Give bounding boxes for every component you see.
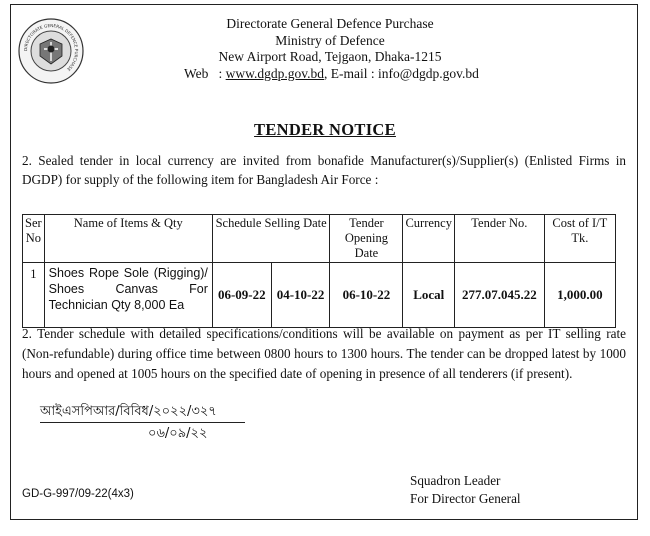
- header-contact: [150, 66, 510, 83]
- cell-currency: Local: [403, 263, 455, 328]
- memo-number: আইএসপিআর/বিবিধ/২০২২/৩২৭: [40, 402, 245, 423]
- header-address: New Airport Road, Tejgaon, Dhaka-1215: [218, 49, 442, 64]
- cell-item: [44, 263, 212, 328]
- emblem-ring-text: DIRECTORATE GENERAL DEFENCE PURCHASE: [22, 22, 80, 73]
- web-label: Web: [184, 65, 209, 81]
- header-ministry: Ministry of Defence: [275, 32, 385, 48]
- signatory-rank: Squadron Leader: [410, 473, 501, 488]
- paragraph-schedule: 2. Tender schedule with detailed specifications/conditions will be available on payment as per IT selling rate (Non-refundable) during office time between 0800 hours to 1300 hours. The tender can be dropped latest by 1000 hours and opened at 1005 hours on the specified date of opening in presence of all tenderers (if present).: [22, 326, 626, 381]
- web-separator: :: [218, 65, 223, 81]
- cell-opening: 06-10-22: [330, 263, 403, 328]
- website-link[interactable]: www.dgdp.gov.bd: [225, 65, 325, 81]
- cell-sell-from: 06-09-22: [212, 263, 271, 328]
- item-line-2: Technician Qty 8,000 Ea: [48, 298, 185, 312]
- table-row: [23, 263, 616, 328]
- table-header-row: [23, 215, 616, 263]
- memo-reference: [40, 402, 270, 443]
- signature-block: [410, 472, 521, 508]
- header-directorate: Directorate General Defence Purchase: [226, 16, 434, 31]
- publication-code: GD-G-997/09-22(4x3): [22, 488, 134, 500]
- header-currency: Currency: [403, 215, 455, 263]
- notice-title: TENDER NOTICE: [254, 120, 396, 139]
- letterhead: [150, 16, 510, 82]
- memo-date: ০৬/০৯/২২: [148, 426, 208, 441]
- header-ser: Ser No: [23, 215, 45, 263]
- header-cost: Cost of I/T Tk.: [544, 215, 615, 263]
- cell-tender-no: 277.07.045.22: [454, 263, 544, 328]
- email-text: , E-mail : info@dgdp.gov.bd: [324, 65, 479, 81]
- header-tender-no: Tender No.: [454, 215, 544, 263]
- item-line-1: Shoes Rope Sole (Rigging)/ Shoes Canvas For: [48, 266, 208, 296]
- signatory-for: For Director General: [410, 491, 521, 506]
- header-name: Name of Items & Qty: [44, 215, 212, 263]
- cell-sell-to: 04-10-22: [271, 263, 330, 328]
- header-opening: Tender Opening Date: [330, 215, 403, 263]
- cell-ser: 1: [23, 263, 45, 328]
- dgdp-emblem-icon: [18, 18, 84, 84]
- tender-table: [22, 214, 616, 328]
- header-schedule: Schedule Selling Date: [212, 215, 330, 263]
- cell-cost: 1,000.00: [544, 263, 615, 328]
- paragraph-invitation: 2. Sealed tender in local currency are invited from bonafide Manufacturer(s)/Supplier(s) (Enlisted Firms in DGDP) for supply of the following item for Bangladesh Air Force :: [22, 153, 626, 187]
